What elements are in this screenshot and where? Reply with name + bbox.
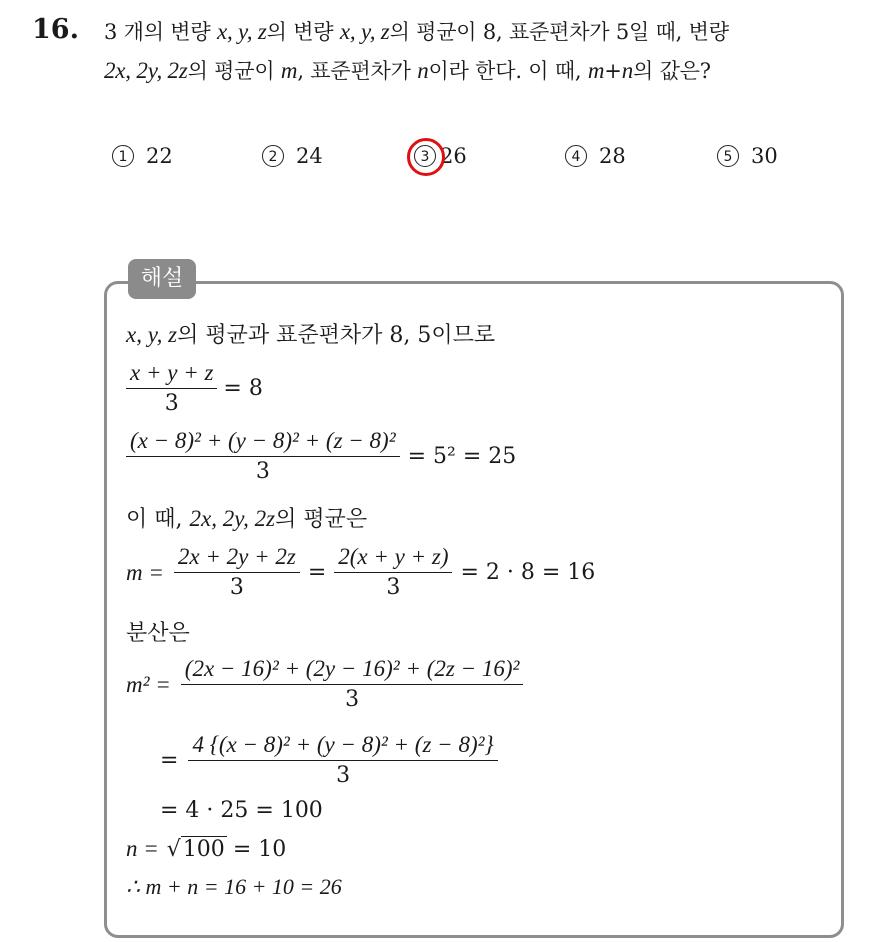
mean-equation [126, 358, 263, 419]
answer-choices [0, 144, 884, 180]
n-equation [126, 836, 286, 862]
m-squared-lhs: m² = [126, 671, 171, 697]
m-squared-step-2-numerator: 4 {(x − 8)² + (y − 8)² + (z − 8)²} [188, 730, 497, 761]
variance-equation [126, 426, 516, 487]
question-variable: x, y, z [216, 19, 267, 44]
n-lhs: n = [126, 836, 159, 861]
m-result: = 2 · 8 = 16 [460, 560, 596, 585]
choice-value: 24 [296, 144, 323, 168]
choice-number-badge: 1 [112, 145, 134, 167]
question-text: + [604, 59, 622, 83]
question-line-1 [104, 16, 729, 46]
variance-fraction [126, 426, 400, 487]
equals-sign: = [160, 748, 179, 773]
choice-number-badge: 2 [262, 145, 284, 167]
choice-mark-text: 3 [420, 149, 430, 165]
m-fraction-1-numerator: 2x + 2y + 2z [174, 542, 300, 573]
mean-result: = 8 [223, 376, 263, 401]
mean-denominator: 3 [164, 391, 179, 416]
question-number: 16. [32, 14, 79, 45]
question-text: 이라 한다. 이 때, [428, 59, 588, 83]
choice-value: 22 [146, 144, 173, 168]
m-fraction-1-denominator: 3 [229, 575, 244, 600]
choice-number-badge [414, 145, 436, 167]
question-variable: n [417, 58, 429, 83]
then-text: 이 때, [126, 507, 190, 532]
solution-tag: 해설 [128, 259, 196, 299]
solution-intro [126, 318, 495, 349]
m-squared-step-2-denominator: 3 [336, 763, 351, 788]
variance-result: = 5² = 25 [407, 444, 517, 469]
then-variables: 2x, 2y, 2z [189, 506, 276, 531]
m-squared-step-3: = 4 · 25 = 100 [160, 798, 323, 823]
question-text: 의 값은? [633, 59, 711, 83]
choice-value: 30 [751, 144, 778, 168]
question-line-2 [104, 55, 711, 85]
m-lhs: m = [126, 559, 164, 585]
m-fraction-1 [174, 542, 300, 603]
m-squared-step-2 [160, 730, 498, 791]
question-variable: m [280, 58, 298, 83]
intro-variables: x, y, z [126, 322, 178, 347]
choice-value: 26 [440, 144, 467, 168]
choice-3[interactable] [414, 144, 467, 168]
question-variable: n [621, 58, 634, 83]
question-variable: m [587, 58, 605, 83]
choice-4[interactable] [565, 144, 626, 168]
m-squared-equation [126, 654, 523, 715]
m-fraction-2 [334, 542, 452, 603]
variance-numerator: (x − 8)² + (y − 8)² + (z − 8)² [126, 426, 400, 457]
m-fraction-2-denominator: 3 [386, 575, 401, 600]
question-text: 3 개의 변량 [104, 20, 217, 44]
then-line [126, 502, 367, 533]
question-text: 의 평균이 8, 표준편차가 5일 때, 변량 [389, 20, 729, 44]
then-text: 의 평균은 [275, 507, 368, 532]
m-squared-denominator: 3 [345, 687, 360, 712]
question-text: , 표준편차가 [297, 59, 418, 83]
choice-number-badge: 4 [565, 145, 587, 167]
final-answer: ∴ m + n = 16 + 10 = 26 [126, 874, 342, 899]
selected-answer-circle [407, 138, 445, 176]
variance-denominator: 3 [255, 459, 270, 484]
question-text: 의 평균이 [187, 59, 281, 83]
mean-numerator: x + y + z [126, 358, 217, 389]
n-result: = 10 [232, 836, 287, 862]
intro-text: 의 평균과 표준편차가 8, 5이므로 [177, 323, 496, 348]
sqrt-sign-icon: √ [166, 836, 181, 862]
m-fraction-2-numerator: 2(x + y + z) [334, 542, 452, 573]
choice-2[interactable] [262, 144, 323, 168]
variance-label: 분산은 [126, 621, 190, 646]
choice-value: 28 [599, 144, 626, 168]
choice-1[interactable] [112, 144, 173, 168]
choice-5[interactable] [717, 144, 778, 168]
m-squared-numerator: (2x − 16)² + (2y − 16)² + (2z − 16)² [181, 654, 524, 685]
question-variable: 2x, 2y, 2z [104, 58, 188, 83]
m-squared-fraction [181, 654, 524, 715]
equals-sign: = [307, 560, 327, 585]
sqrt-argument: 100 [182, 837, 225, 862]
question-variable: x, y, z [339, 19, 390, 44]
m-squared-step-2-fraction [188, 730, 497, 791]
m-equation [126, 542, 595, 603]
question-text: 의 변량 [266, 20, 340, 44]
choice-number-badge: 5 [717, 145, 739, 167]
mean-fraction [126, 358, 217, 419]
